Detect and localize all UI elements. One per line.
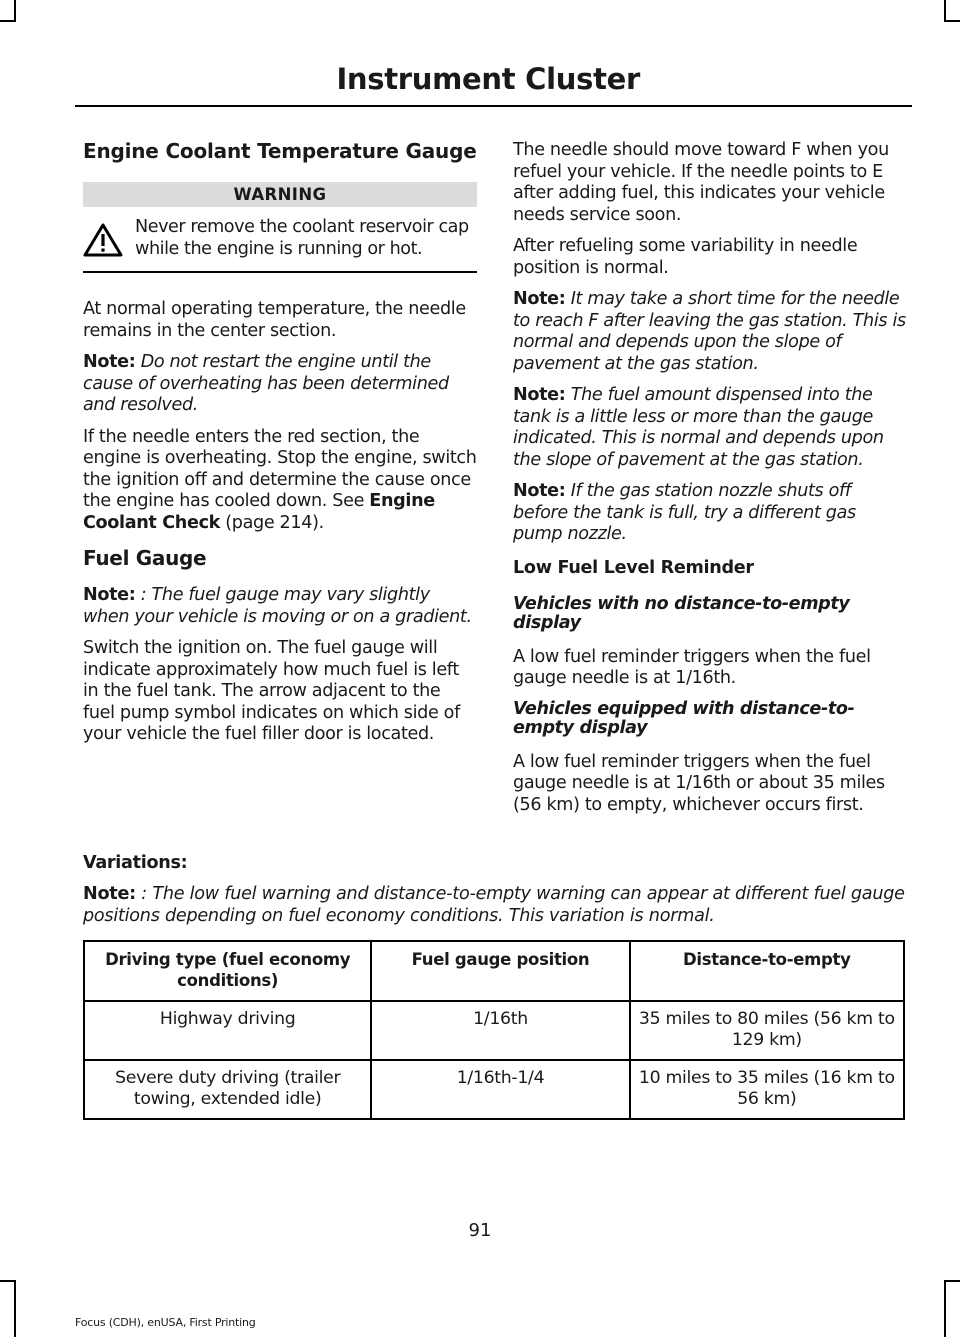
fuel-gauge-heading: Fuel Gauge: [83, 546, 207, 570]
warning-triangle-icon: [83, 217, 135, 261]
low-fuel-heading: Low Fuel Level Reminder: [513, 557, 754, 578]
left-column: [83, 140, 477, 756]
warning-text: Never remove the coolant reservoir cap while the engine is running or hot.: [135, 217, 469, 259]
note: Note: : The fuel gauge may vary slightly when your vehicle is moving or on a gradient.: [83, 585, 472, 627]
note: Note: The fuel amount dispensed into the tank is a little less or more than the gauge indicated. This is normal and depends upon the slope of pavement at the gas station.: [513, 385, 884, 470]
warning-label: WARNING: [83, 182, 477, 207]
crop-mark: [944, 20, 960, 22]
crop-mark: [0, 20, 16, 22]
page-number: 91: [468, 1220, 492, 1241]
footer-text: Focus (CDH), enUSA, First Printing: [75, 1316, 256, 1329]
crop-mark: [14, 1280, 16, 1337]
engine-coolant-check-link[interactable]: Engine Coolant Check: [83, 491, 435, 533]
variations-section: [83, 853, 913, 937]
table-row: [84, 1001, 904, 1060]
right-column: [513, 140, 907, 826]
note: Note: If the gas station nozzle shuts off before the tank is full, try a different gas pump nozzle.: [513, 481, 856, 544]
subheading-no-dte: Vehicles with no distance-to-empty display: [513, 593, 850, 633]
table-cell: 1/16th-1/4: [371, 1060, 629, 1119]
crop-mark: [944, 0, 946, 22]
fuel-gauge-paragraph: Switch the ignition on. The fuel gauge will indicate approximately how much fuel is left in the fuel tank. The arrow adjacent to the fuel pump symbol indicates on which side of your vehicle the fuel filler door is located.: [83, 638, 460, 744]
coolant-paragraph: At normal operating temperature, the needle remains in the center section.: [83, 299, 466, 341]
note: Note: Do not restart the engine until the cause of overheating has been determined and resolved.: [83, 352, 449, 415]
column-header: Fuel gauge position: [371, 941, 629, 1001]
fuel-variation-table: [83, 940, 905, 1120]
refuel-paragraph: The needle should move toward F when you refuel your vehicle. If the needle points to E after adding fuel, this indicates your vehicle needs service soon.: [513, 140, 889, 225]
warning-box: [83, 217, 477, 273]
column-header: Distance-to-empty: [630, 941, 904, 1001]
variability-paragraph: After refueling some variability in needle position is normal.: [513, 236, 858, 278]
table-row: [84, 1060, 904, 1119]
crop-mark: [944, 1280, 960, 1282]
variations-heading: Variations:: [83, 853, 188, 873]
low-fuel-paragraph: A low fuel reminder triggers when the fuel gauge needle is at 1/16th.: [513, 646, 871, 688]
table-cell: 35 miles to 80 miles (56 km to 129 km): [630, 1001, 904, 1060]
section-title: Instrument Cluster: [336, 62, 640, 96]
overheating-paragraph: If the needle enters the red section, the engine is overheating. Stop the engine, switch the ignition off and determine the cause once the engine has cooled down. See Engine Coolant Check (page 214).: [83, 426, 477, 533]
table-cell: 10 miles to 35 miles (16 km to 56 km): [630, 1060, 904, 1119]
crop-mark: [944, 1280, 946, 1337]
table-cell: Highway driving: [84, 1001, 371, 1060]
table-header-row: [84, 941, 904, 1001]
table-cell: Severe duty driving (trailer towing, extended idle): [84, 1060, 371, 1119]
note: Note: : The low fuel warning and distance-to-empty warning can appear at different fuel gauge positions depending on fuel economy conditions. This variation is normal.: [83, 884, 905, 926]
subheading-dte: Vehicles equipped with distance-to-empty display: [513, 698, 855, 738]
table-cell: 1/16th: [371, 1001, 629, 1060]
coolant-gauge-heading: Engine Coolant Temperature Gauge: [83, 139, 477, 163]
crop-mark: [0, 1280, 16, 1282]
column-header: Driving type (fuel economy conditions): [84, 941, 371, 1001]
note: Note: It may take a short time for the needle to reach F after leaving the gas station. This is normal and depends upon the slope of pavement at the gas station.: [513, 289, 906, 374]
header-divider: [75, 105, 912, 107]
crop-mark: [14, 0, 16, 22]
low-fuel-dte-paragraph: A low fuel reminder triggers when the fuel gauge needle is at 1/16th or about 35 miles (56 km) to empty, whichever occurs first.: [513, 751, 885, 815]
